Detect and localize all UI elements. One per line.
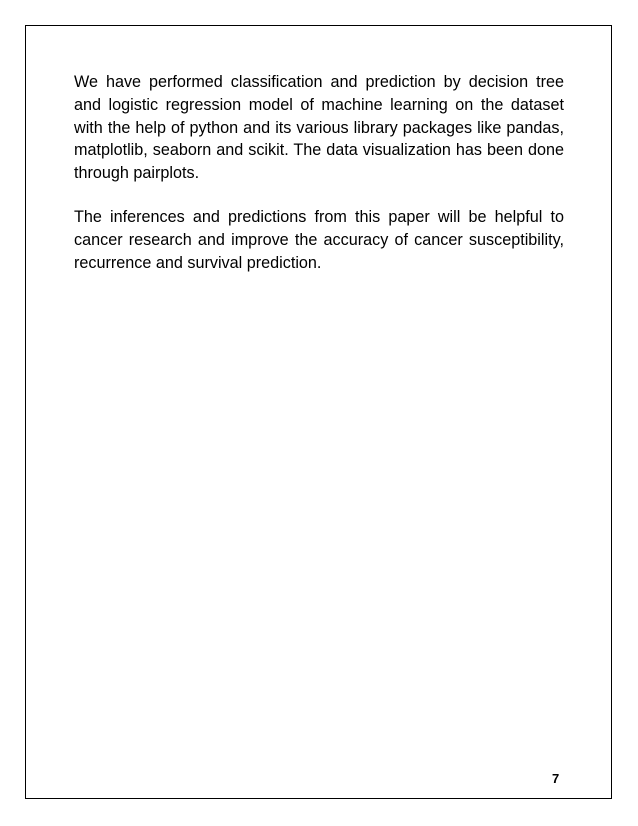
page-body bbox=[74, 71, 564, 274]
paragraph-conclusion: The inferences and predictions from this paper will be helpful to cancer research and improve the accuracy of cancer susceptibility, recurrence and survival prediction. bbox=[74, 207, 564, 272]
page-number: 7 bbox=[552, 771, 560, 786]
paragraph-summary: We have performed classification and prediction by decision tree and logistic regression model of machine learning on the dataset with the help of python and its various library packages like pandas, matplotlib, seaborn and scikit. The data visualization has been done through pairplots. bbox=[74, 73, 564, 183]
